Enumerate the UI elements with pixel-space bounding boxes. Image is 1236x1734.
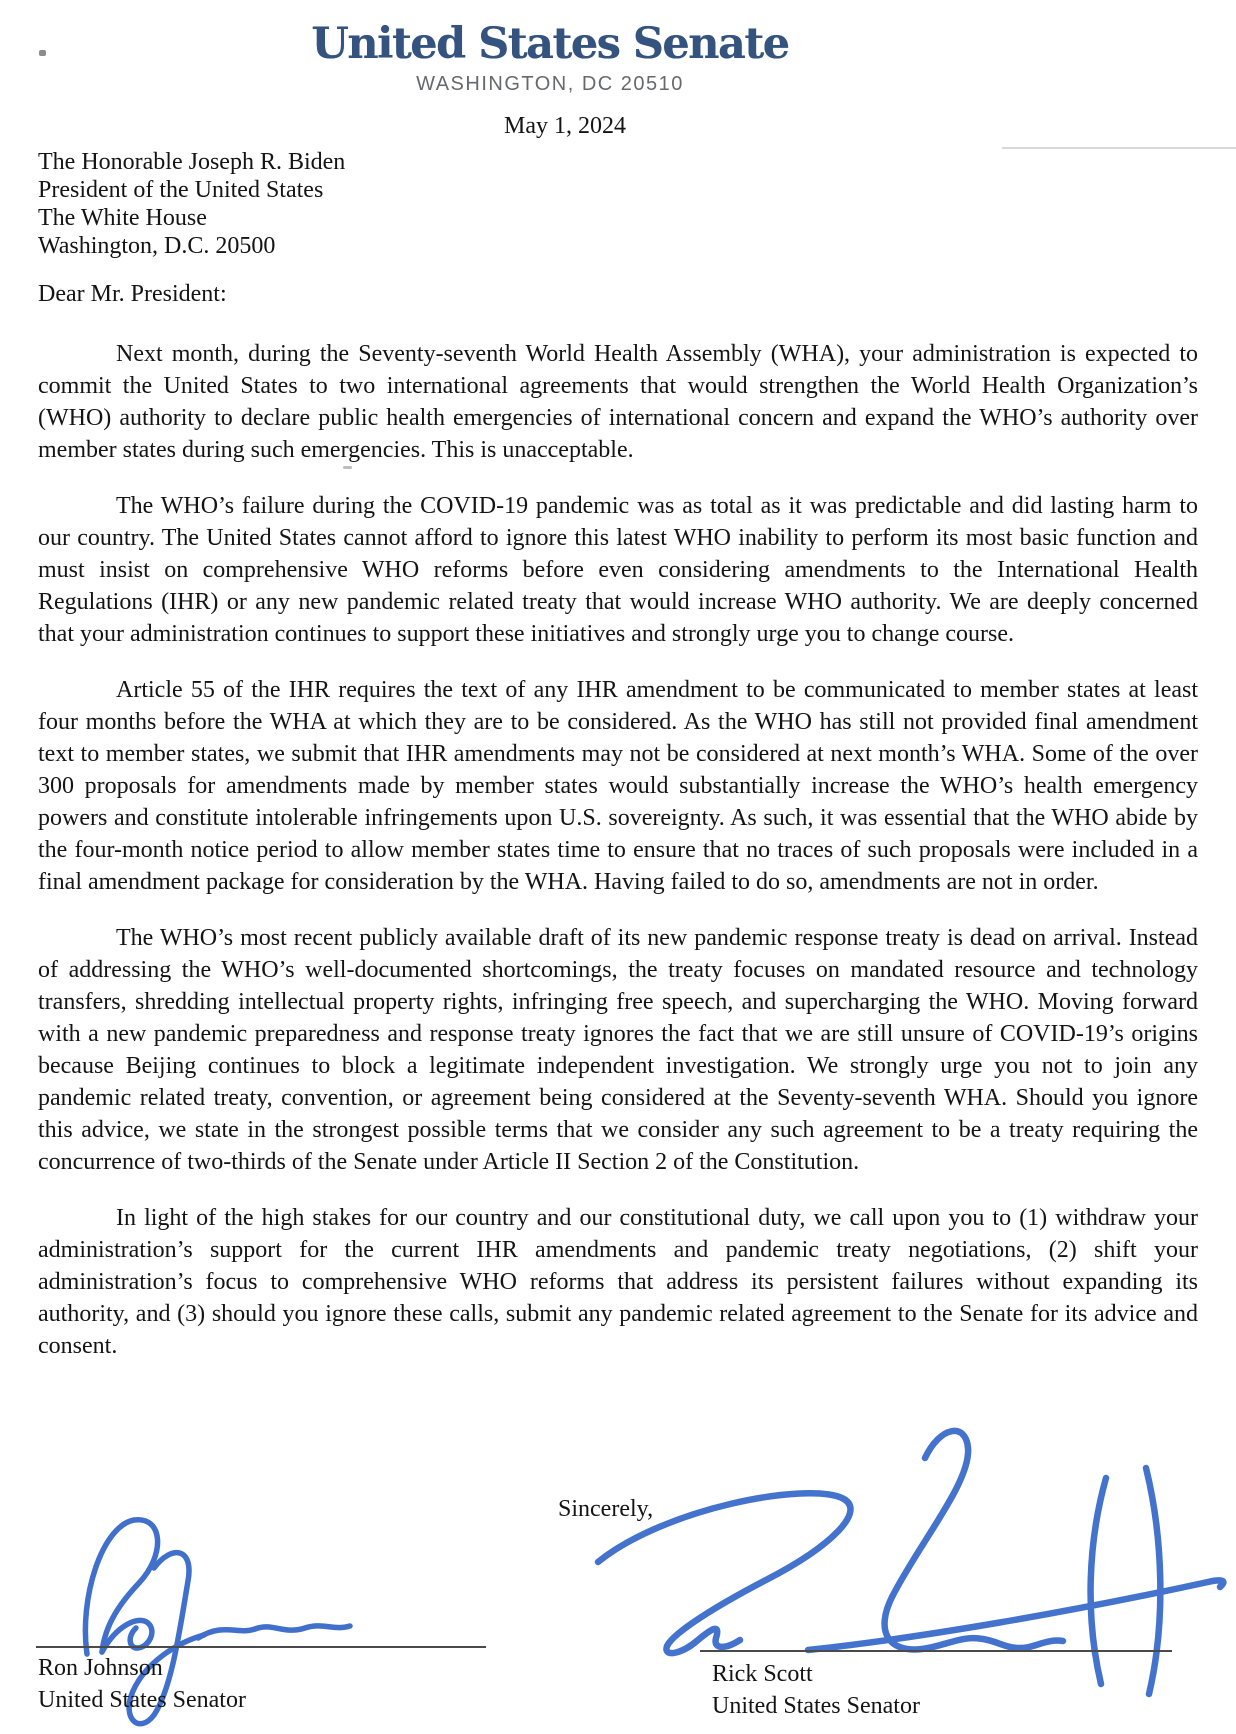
body-paragraph: The WHO’s most recent publicly available draft of its new pandemic response treaty is dead on arrival. Instead of addressing the WHO’s well-documented shortcomings, the treaty focuses on mandated resource and technology transfers, shredding intellectual property rights, infringing free speech, and supercharging the WHO. Moving forward with a new pandemic preparedness and response treaty ignores the fact that we are still unsure of COVID-19’s origins because Beijing continues to block a legitimate independent investigation. We strongly urge you not to join any pandemic related treaty, convention, or agreement being considered at the Seventy-seventh WHA. Should you ignore this advice, we state in the strongest possible terms that we consider any such agreement to be a treaty requiring the concurrence of two-thirds of the Senate under Article II Section 2 of the Constitution.	[38, 925, 1198, 1175]
signer-block-rick-scott	[712, 1658, 920, 1722]
recipient-address-block	[38, 148, 345, 260]
letterhead-title: United States Senate	[311, 19, 789, 69]
valediction: Sincerely,	[558, 1496, 654, 1522]
letter-body	[38, 338, 1198, 1386]
letter-date: May 1, 2024	[504, 113, 626, 139]
body-paragraph: The WHO’s failure during the COVID-19 pandemic was as total as it was predictable and did lasting harm to our country. The United States cannot afford to ignore this latest WHO inability to perform its most basic function and must insist on comprehensive WHO reforms before even considering amendments to the International Health Regulations (IHR) or any new pandemic related treaty that would increase WHO authority. We are deeply concerned that your administration continues to support these initiatives and strongly urge you to change course.	[38, 493, 1198, 647]
signer-title: United States Senator	[712, 1693, 920, 1719]
recipient-line: President of the United States	[38, 177, 324, 203]
signature-line	[36, 1646, 486, 1648]
scan-artifact-line	[1002, 147, 1236, 149]
signer-name: Ron Johnson	[38, 1655, 163, 1681]
signature-line	[700, 1650, 1172, 1652]
body-paragraph: In light of the high stakes for our country and our constitutional duty, we call upon you to (1) withdraw your administration’s support for the current IHR amendments and pandemic treaty negotiations, (2) shift your administration’s focus to comprehensive WHO reforms that address its persistent failures without expanding its authority, and (3) should you ignore these calls, submit any pandemic related agreement to the Senate for its advice and consent.	[38, 1205, 1198, 1359]
body-paragraph: Article 55 of the IHR requires the text of any IHR amendment to be communicated to member states at least four months before the WHA at which they are to be considered. As the WHO has still not provided final amendment text to member states, we submit that IHR amendments may not be considered at next month’s WHA. Some of the over 300 proposals for amendments made by member states would substantially increase the WHO’s health emergency powers and constitute intolerable infringements upon U.S. sovereignty. As such, it was essential that the WHO abide by the four-month notice period to allow member states time to ensure that no traces of such proposals were included in a final amendment package for consideration by the WHA. Having failed to do so, amendments are not in order.	[38, 677, 1198, 895]
signer-name: Rick Scott	[712, 1661, 813, 1687]
letterhead	[0, 20, 1100, 96]
salutation: Dear Mr. President:	[38, 281, 227, 307]
letterhead-city-line: WASHINGTON, DC 20510	[416, 73, 684, 96]
recipient-line: Washington, D.C. 20500	[38, 233, 276, 259]
body-paragraph: Next month, during the Seventy-seventh World Health Assembly (WHA), your administration is expected to commit the United States to two international agreements that would strengthen the World Health Organization’s (WHO) authority to declare public health emergencies of international concern and expand the WHO’s authority over member states during such emergencies. This is unacceptable.	[38, 341, 1198, 463]
recipient-line: The Honorable Joseph R. Biden	[38, 149, 346, 175]
recipient-line: The White House	[38, 205, 207, 231]
signer-title: United States Senator	[38, 1687, 246, 1713]
signer-block-ron-johnson	[38, 1652, 246, 1716]
